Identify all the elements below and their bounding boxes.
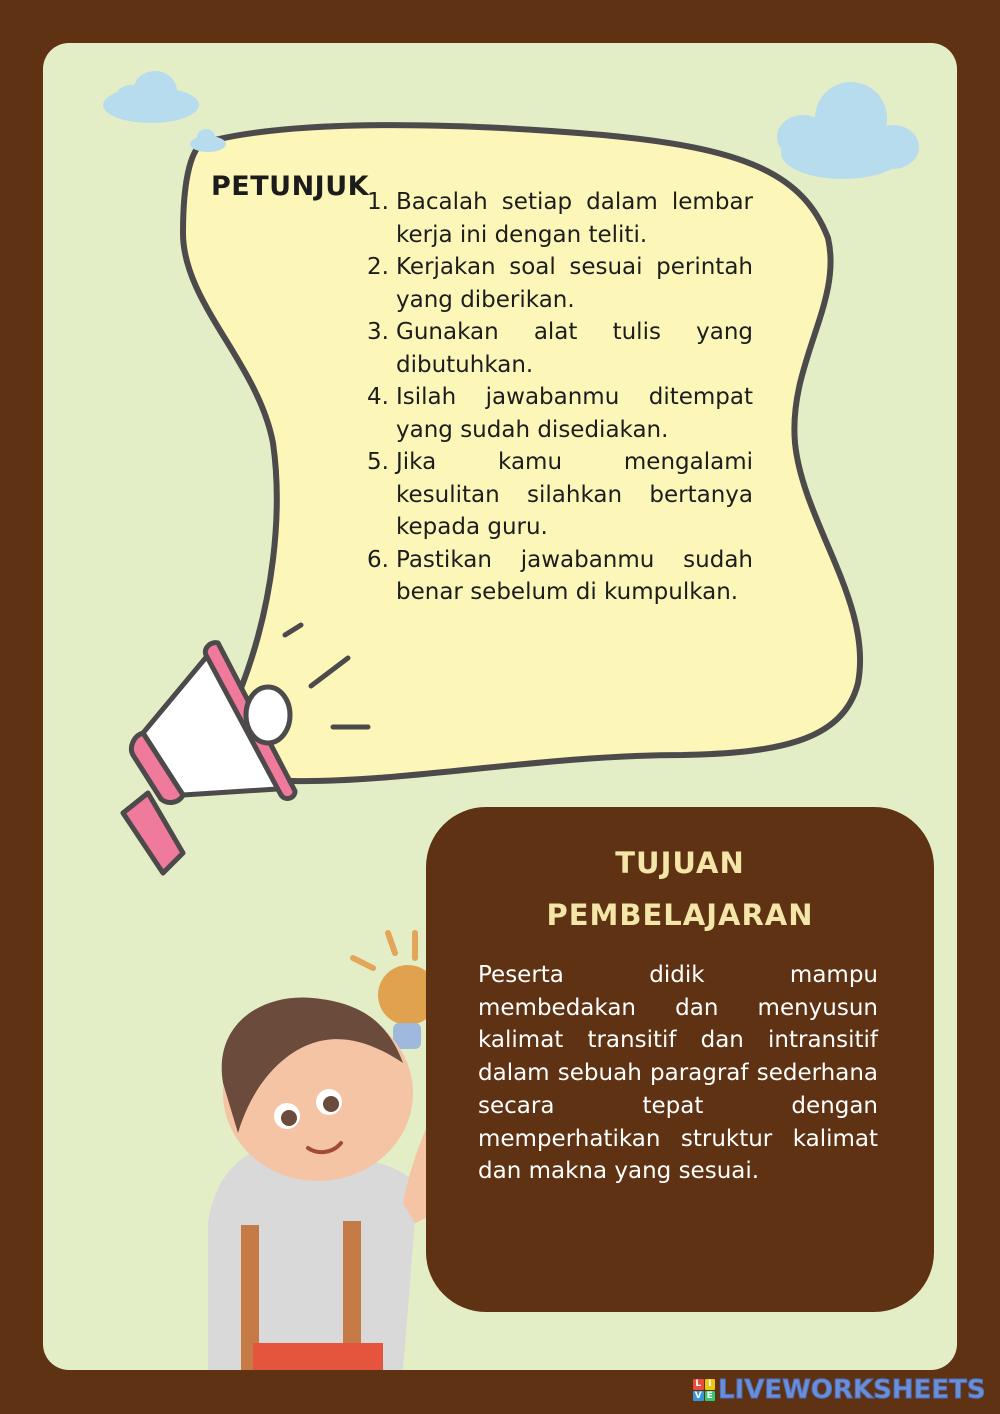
liveworksheets-logo-icon: L I V E: [693, 1379, 715, 1401]
instructions-title: PETUNJUK: [211, 171, 370, 202]
cloud-icon: [777, 82, 919, 179]
instruction-item: 2. Kerjakan soal sesuai perintah yang diberikan.: [367, 254, 753, 313]
instruction-item: 6. Pastikan jawabanmu sudah benar sebelum di kumpulkan.: [367, 546, 753, 605]
instructions-list: [367, 186, 753, 609]
worksheet-page: [43, 43, 957, 1370]
cloud-icon: [103, 71, 199, 123]
cloud-icon: [190, 129, 226, 152]
watermark-text: LIVEWORKSHEETS: [718, 1375, 986, 1405]
learning-goal-text: Peserta didik mampu membedakan dan menyusun kalimat transitif dan intransitif dalam sebuah paragraf sederhana secara tepat dengan memperhatikan struktur kalimat dan makna yang sesuai.: [478, 962, 878, 1185]
instruction-item: 1. Bacalah setiap dalam lembar kerja ini dengan teliti.: [367, 189, 753, 248]
instruction-item: 3. Gunakan alat tulis yang dibutuhkan.: [367, 319, 753, 378]
instruction-item: 4. Isilah jawabanmu ditempat yang sudah disediakan.: [367, 384, 753, 443]
liveworksheets-watermark: [693, 1376, 986, 1404]
learning-goal-box: [426, 807, 934, 1312]
instruction-item: 5. Jika kamu mengalami kesulitan silahkan bertanya kepada guru.: [367, 449, 753, 540]
learning-goal-title: TUJUAN PEMBELAJARAN: [546, 846, 814, 932]
